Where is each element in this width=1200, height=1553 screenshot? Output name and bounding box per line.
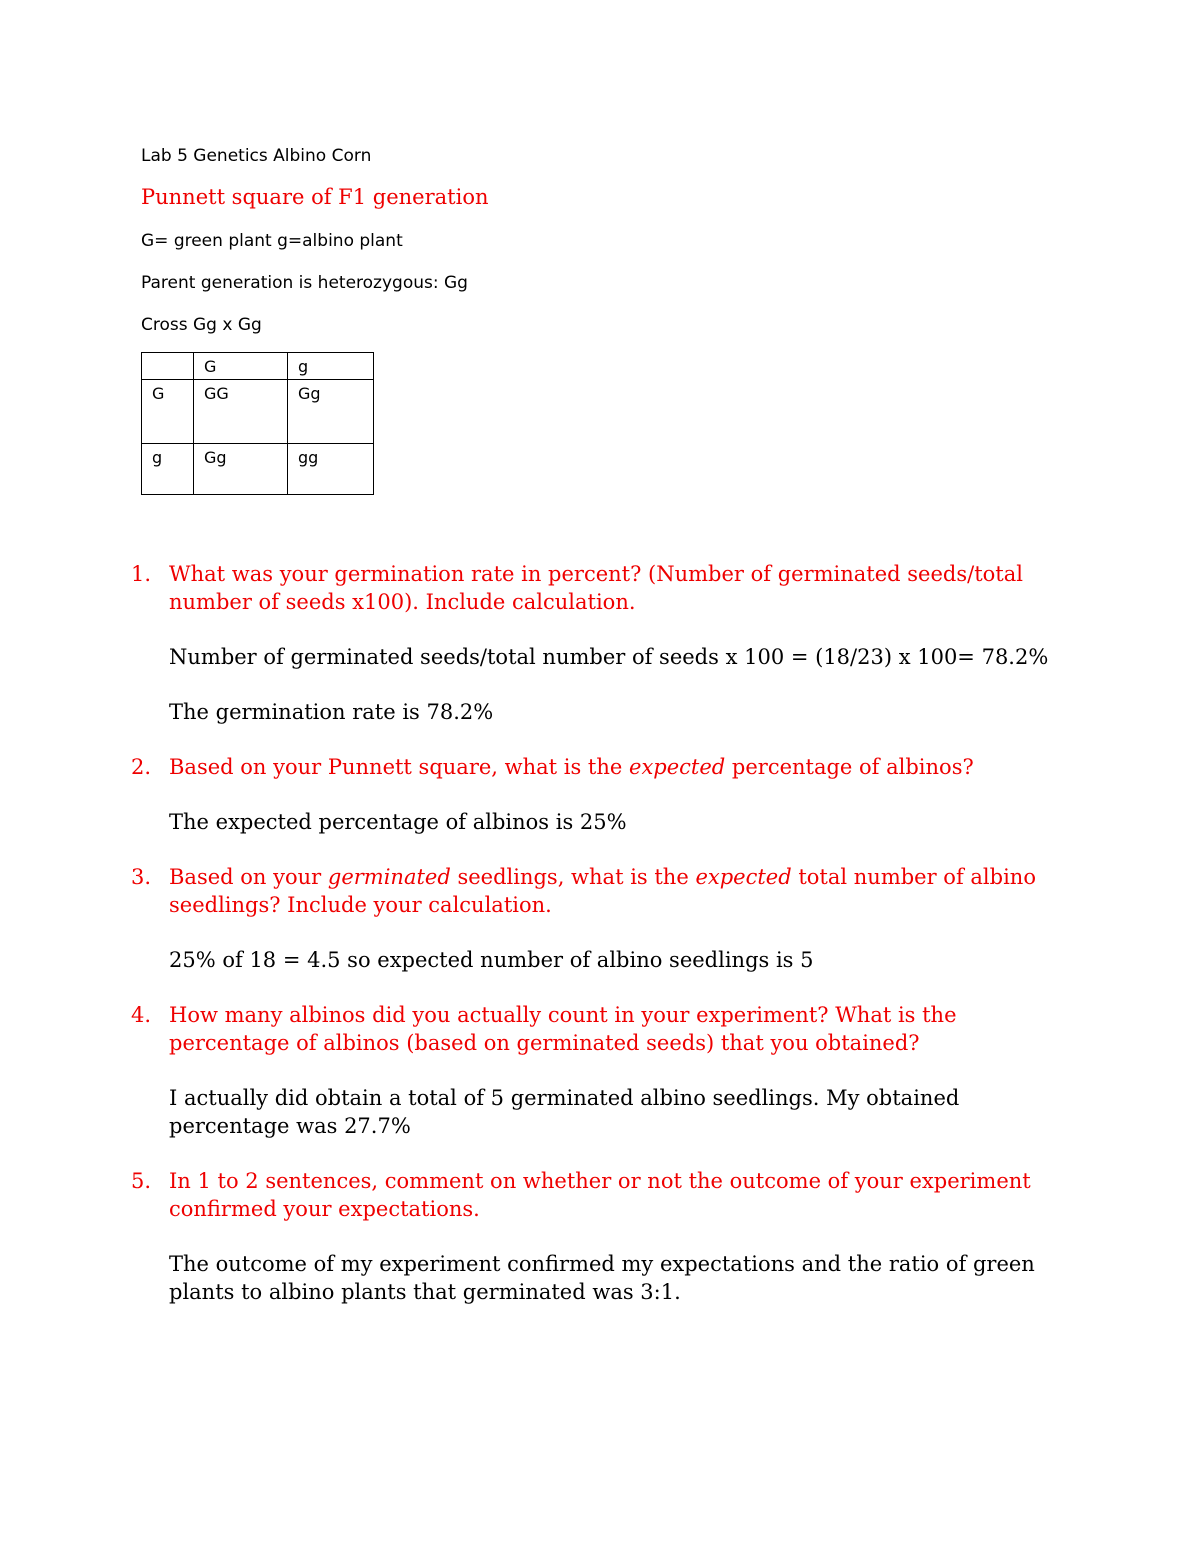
question-number: 2. bbox=[131, 755, 152, 779]
punnett-header-cell: g bbox=[288, 353, 374, 380]
section-heading: Punnett square of F1 generation bbox=[141, 185, 489, 209]
punnett-header-row bbox=[142, 353, 374, 380]
punnett-cell: Gg bbox=[194, 444, 288, 495]
question-item bbox=[131, 1001, 1061, 1057]
question-text: Based on your Punnett square, what is the expected percentage of albinos? bbox=[169, 755, 974, 779]
question-number: 3. bbox=[131, 865, 152, 889]
question-list bbox=[131, 560, 1061, 1333]
question-number: 1. bbox=[131, 562, 152, 586]
punnett-row-label: G bbox=[142, 380, 194, 444]
punnett-row bbox=[142, 444, 374, 495]
punnett-row bbox=[142, 380, 374, 444]
cross-note: Cross Gg x Gg bbox=[141, 315, 262, 335]
question-item bbox=[131, 1167, 1061, 1223]
question-item bbox=[131, 560, 1061, 616]
punnett-cell: GG bbox=[194, 380, 288, 444]
punnett-row-label: g bbox=[142, 444, 194, 495]
question-number: 5. bbox=[131, 1169, 152, 1193]
question-text: How many albinos did you actually count in your experiment? What is the percentage of albinos (based on germinated seeds) that you obtained? bbox=[169, 1003, 957, 1055]
answer-text: I actually did obtain a total of 5 germinated albino seedlings. My obtained percentage was 27.7% bbox=[169, 1086, 960, 1138]
punnett-cell: Gg bbox=[288, 380, 374, 444]
punnett-corner-cell bbox=[142, 353, 194, 380]
punnett-square bbox=[141, 352, 374, 495]
document-title: Lab 5 Genetics Albino Corn bbox=[141, 146, 372, 166]
answer-text: The outcome of my experiment confirmed my expectations and the ratio of green plants to albino plants that germinated was 3:1. bbox=[169, 1252, 1035, 1304]
question-item bbox=[131, 753, 1061, 781]
allele-key: G= green plant g=albino plant bbox=[141, 231, 403, 251]
punnett-header-cell: G bbox=[194, 353, 288, 380]
question-text: Based on your germinated seedlings, what is the expected total number of albino seedlings? Include your calculation. bbox=[169, 865, 1036, 917]
answer-text: 25% of 18 = 4.5 so expected number of albino seedlings is 5 bbox=[169, 948, 814, 972]
answer-text: The expected percentage of albinos is 25% bbox=[169, 810, 627, 834]
punnett-cell: gg bbox=[288, 444, 374, 495]
answer-text: Number of germinated seeds/total number of seeds x 100 = (18/23) x 100= 78.2% bbox=[169, 645, 1049, 669]
question-text: What was your germination rate in percent? (Number of germinated seeds/total number of seeds x100). Include calculation. bbox=[169, 562, 1023, 614]
question-text: In 1 to 2 sentences, comment on whether or not the outcome of your experiment confirmed your expectations. bbox=[169, 1169, 1031, 1221]
parent-generation-note: Parent generation is heterozygous: Gg bbox=[141, 273, 468, 293]
question-item bbox=[131, 863, 1061, 919]
answer-text: The germination rate is 78.2% bbox=[169, 700, 494, 724]
question-number: 4. bbox=[131, 1003, 152, 1027]
